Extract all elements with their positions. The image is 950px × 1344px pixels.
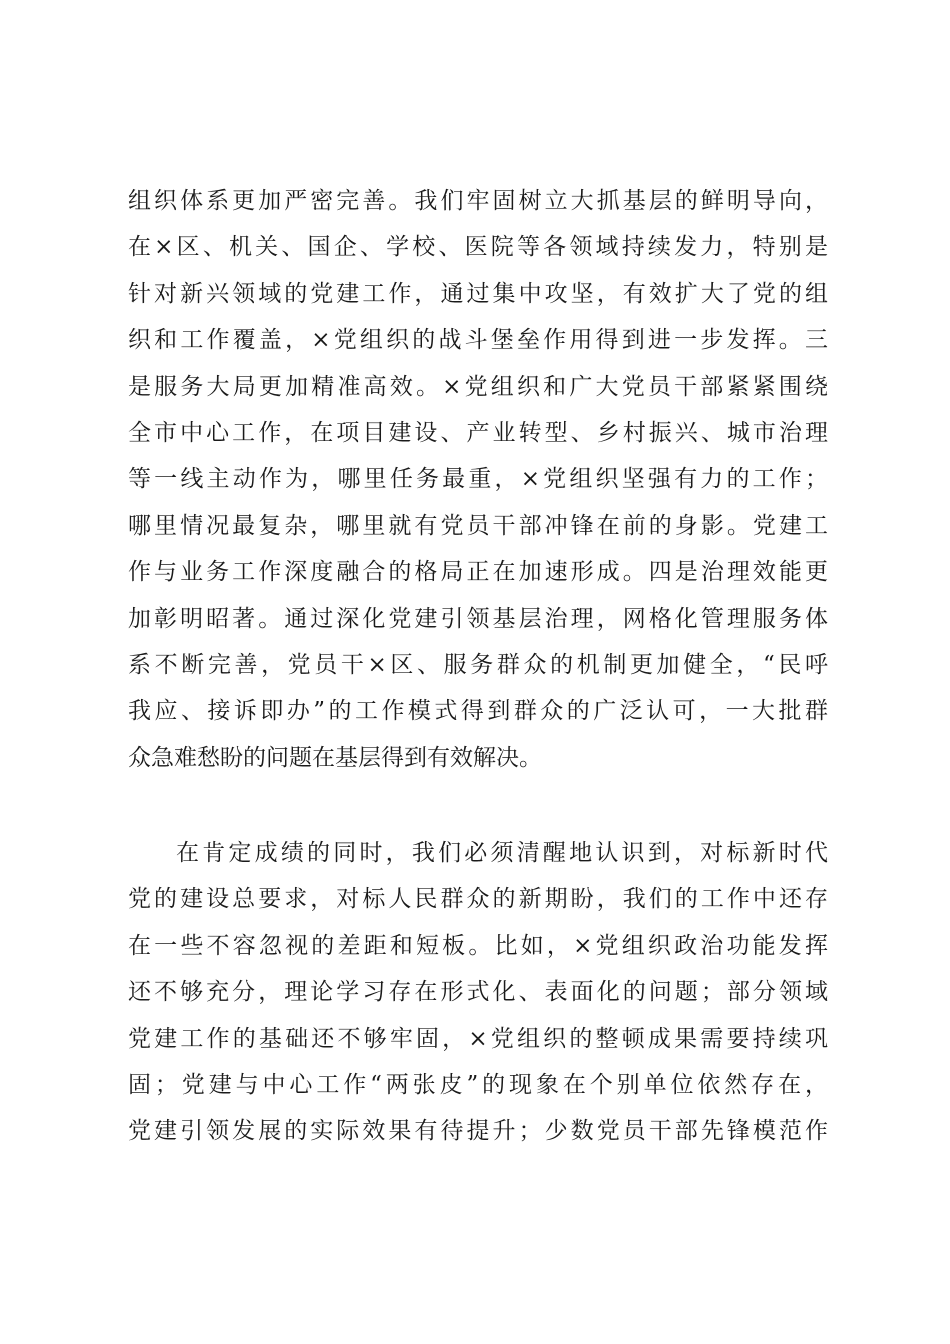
paragraph-line: 在肯定成绩的同时，我们必须清醒地认识到，对标新时代 [176,840,828,866]
paragraph-line: 党建引领发展的实际效果有待提升；少数党员干部先锋模范作 [128,1118,828,1145]
paragraph-line: 是服务大局更加精准高效。×党组织和广大党员干部紧紧围绕 [128,373,828,400]
paragraph-line: 针对新兴领域的党建工作，通过集中攻坚，有效扩大了党的组 [128,280,828,307]
paragraph-line: 加彰明昭著。通过深化党建引领基层治理，网格化管理服务体 [128,605,828,632]
paragraph-line: 系不断完善，党员干×区、服务群众的机制更加健全，“民呼 [128,651,828,678]
paragraph-line: 织和工作覆盖，×党组织的战斗堡垒作用得到进一步发挥。三 [128,327,828,354]
paragraph-line: 我应、接诉即办”的工作模式得到群众的广泛认可，一大批群 [128,698,828,725]
paragraph-line: 在×区、机关、国企、学校、医院等各领域持续发力，特别是 [128,234,828,261]
paragraph-line: 固；党建与中心工作“两张皮”的现象在个别单位依然存在， [128,1071,828,1098]
paragraph-shortcomings [128,830,828,1155]
paragraph-line: 全市中心工作，在项目建设、产业转型、乡村振兴、城市治理 [128,419,828,446]
paragraph-line: 作与业务工作深度融合的格局正在加速形成。四是治理效能更 [128,559,828,586]
paragraph-line: 党建工作的基础还不够牢固，×党组织的整顿成果需要持续巩 [128,1025,828,1052]
paragraph-line: 党的建设总要求，对标人民群众的新期盼，我们的工作中还存 [128,886,828,913]
paragraph-line: 众急难愁盼的问题在基层得到有效解决。 [128,744,542,771]
paragraph-line: 组织体系更加严密完善。我们牢固树立大抓基层的鲜明导向， [128,188,828,214]
paragraph-line: 还不够充分，理论学习存在形式化、表面化的问题；部分领域 [128,979,828,1006]
paragraph-line: 哪里情况最复杂，哪里就有党员干部冲锋在前的身影。党建工 [128,512,828,539]
paragraph-line: 等一线主动作为，哪里任务最重，×党组织坚强有力的工作； [128,466,828,493]
paragraph-achievements [128,178,828,781]
paragraph-line: 在一些不容忽视的差距和短板。比如，×党组织政治功能发挥 [128,932,828,959]
